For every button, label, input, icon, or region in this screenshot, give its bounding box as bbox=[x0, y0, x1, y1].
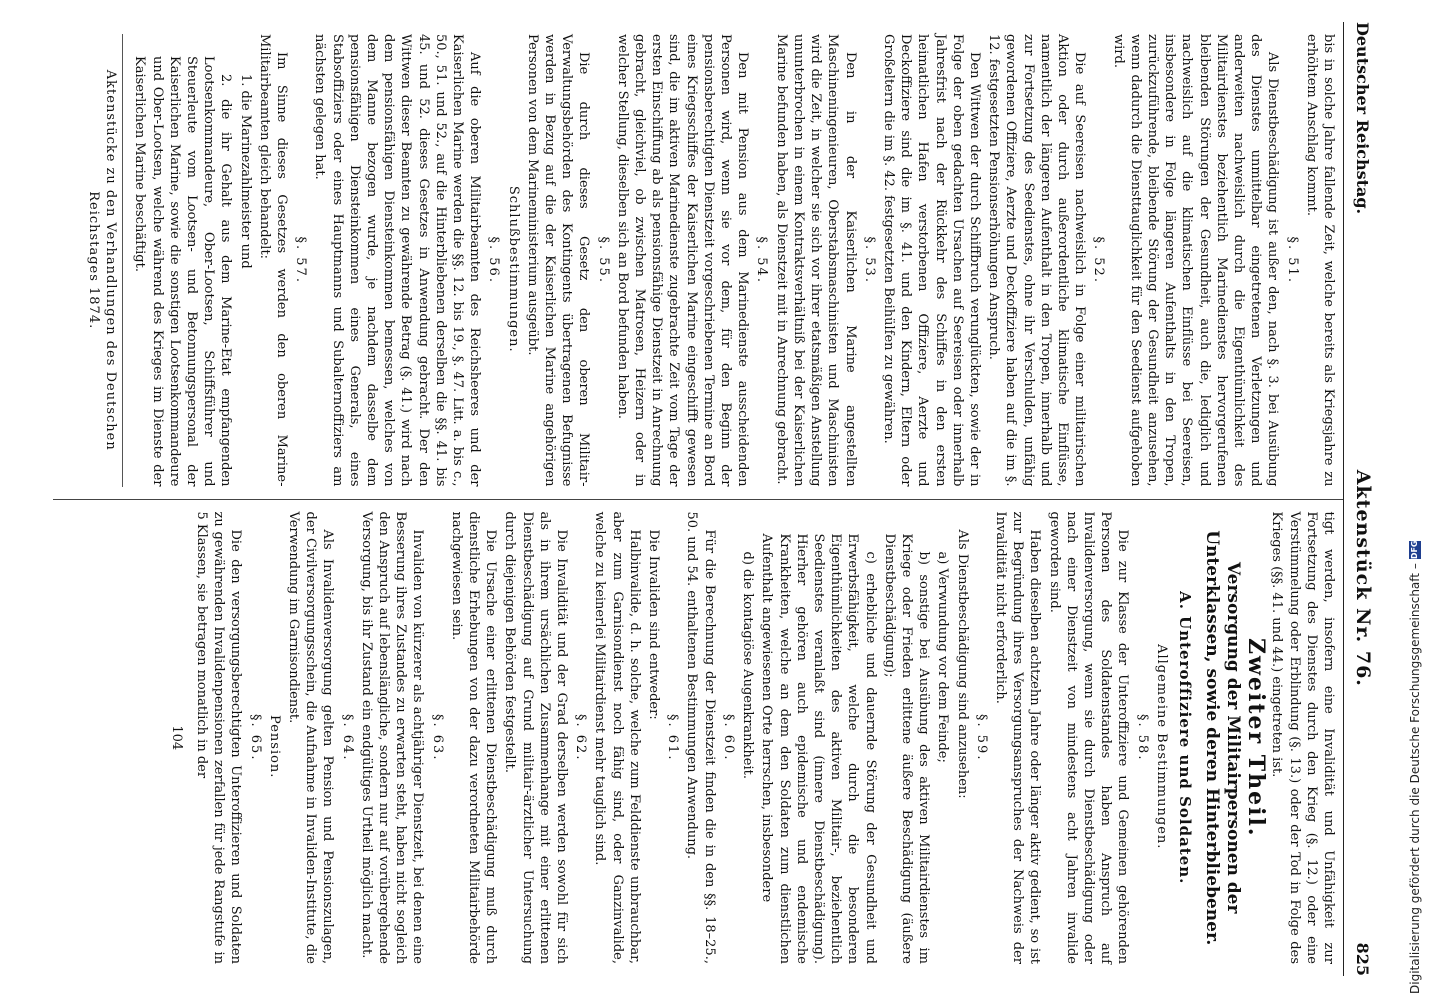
paragraph: Die zur Klasse der Unteroffiziere und Gemeinen gehörenden Personen des Soldatenstandes haben Anspruch auf Invalidenversorgung, wenn sie durch Dienstbeschädigung oder nach einer Dienstzeit von mindestens acht Jahren invalide geworden sind. bbox=[1046, 511, 1131, 964]
section-heading: §. 51. bbox=[1284, 236, 1300, 284]
section-heading: §. 62. bbox=[573, 714, 589, 762]
paragraph: Auf die oberen Militairbeamten des Reichsheeres und der Kaiserlichen Marine werden die §§. 12. bis 19., §. 47. Litt. a. bis c., 50., 51. und 52., auf die Hinterbliebenen derselben die §§. 41. bis 45. und 52. dieses Gesetzes in Anwendung gebracht. Der den Wittwen dieser Beamten zu gewährende Betrag (§. 41.) wird nach dem pensionsfähigen Diensteinkommen bemessen, welches von dem Manne bezogen wurde, je nachdem dasselbe dem pensionsfähigen Diensteinkommen eines Generals, eines Stabsoffiziers oder eines Hauptmanns und Subalternoffiziers am nächsten gelegen hat. bbox=[312, 34, 483, 487]
section-heading: §. 52. bbox=[1091, 236, 1107, 284]
right-column bbox=[53, 500, 1343, 977]
paragraph: Die durch dieses Gesetz den oberen Militair-Verwaltungsbehörden des Kontingents übertragenen Befugnisse werden in Bezug auf die der Kaiserlichen Marine angehörigen Personen von dem Marineministerium ausgeübt. bbox=[524, 34, 592, 487]
paragraph: Haben dieselben achtzehn Jahre oder länger aktiv gedient, so ist zur Begründung ihres Versorgungsanspruches der Nachweis der Invalidität nicht erforderlich. bbox=[992, 511, 1043, 964]
subheading: Allgemeine Bestimmungen. bbox=[1153, 644, 1169, 850]
left-column bbox=[53, 22, 1343, 500]
credit-text: Digitalisierung gefördert durch die Deutsche Forschungsgemeinschaft – bbox=[1408, 563, 1422, 994]
section-heading: §. 65. bbox=[247, 714, 263, 762]
paragraph: Die Ursache einer erlittenen Dienstbeschädigung muß durch dienstliche Erhebungen von der dazu verordneten Militairbehörde nachgewiesen sein. bbox=[448, 511, 499, 964]
list-item: 2. die ihr Gehalt aus dem Marine-Etat empfangenden Lootsenkommandeure, Ober-Lootsen, Schiffsführer und Steuerleute vom Lootsen- und Betonnungspersonal der Kaiserlichen Marine, sowie die sonstigen Lootsenkommandeure und Ober-Lootsen, welche während des Krieges im Dienste der Kaiserlichen Marine beschäftigt. bbox=[132, 56, 234, 487]
paragraph: Die auf Seereisen nachweislich in Folge einer militairischen Aktion oder durch außerordentliche klimatische Einflüsse, namentlich der längeren Aufenthalt in den Tropen, innerhalb und zur Fortsetzung des Seedienstes, ohne ihr Verschulden, unfähig gewordenen Offiziere, Aerzte und Deckoffiziere haben auf die im §. 12. festgesetzten Pensionserhöhungen Anspruch. bbox=[986, 34, 1088, 487]
list-item: d) die kontagiöse Augenkrankheit. bbox=[740, 551, 756, 780]
page-number: 825 bbox=[1353, 942, 1372, 976]
page-footer: Aktenstücke zu den Verhandlungen des Deutschen Reichstages 1874. bbox=[85, 34, 123, 487]
section-heading: §. 55. bbox=[595, 236, 611, 284]
paragraph: Als Invalidenversorgung gelten Pension und Pensionszulagen, der Civilversorgungsschein, die Aufnahme in Invaliden-Institute, die Verwendung im Garnisondienst. bbox=[286, 511, 336, 964]
paragraph: Den Wittwen der durch Schiffbruch verunglückten, sowie der in Folge der oben gedachten Ursachen auf Seereisen oder innerhalb Jahresfrist nach der Rückkehr des Schiffes in den ersten heimatlichen Hafen verstorbenen Offiziere, Aerzte und Deckoffiziere sind die im §. 41. und den Kindern, Eltern oder Großeltern die im §. 42. festgesetzten Beihülfen zu gewähren. bbox=[880, 34, 982, 487]
paragraph: tigt werden, insofern eine Invalidität und Unfähigkeit zur Fortsetzung des Dienstes durch den Krieg (§. 12.) oder eine Verstümmelung oder Erblindung (§. 13.) oder der Tod in Folge des Krieges (§§. 41. und 44.) eingetreten ist. bbox=[1269, 511, 1336, 964]
paragraph: Invaliden von kürzerer als achtjähriger Dienstzeit, bei denen eine Besserung ihres Zustandes zu erwarten steht, haben nicht sogleich den Anspruch auf lebenslängliche, sondern nur auf vorübergehende Versorgung, bis ihr Zustand ein endgültiges Urtheil möglich macht. bbox=[358, 511, 426, 964]
header-center: Aktenstück Nr. 76. bbox=[1352, 469, 1374, 687]
paragraph: Den mit Pension aus dem Marinedienste ausscheidenden Personen wird, wenn sie vor dem, für den Beginn der pensionsberechtigten Dienstzeit vorgeschriebenen Termine an Bord eines Kriegsschiffes der Kaiserlichen Marine eingeschifft gewesen sind, die im aktiven Marinedienste zugebrachte Zeit vom Tage der ersten Einschiffung ab als pensionsfähige Dienstzeit in Anrechnung gebracht, gleichviel, ob zwischen Matrosen, Heizern oder in welcher Stellung, dieselben sich an Bord befunden haben. bbox=[614, 34, 751, 487]
subheading: A. Unteroffiziere und Soldaten. bbox=[1175, 591, 1194, 885]
section-heading: §. 61. bbox=[665, 714, 681, 762]
part-title: Zweiter Theil. bbox=[1243, 638, 1270, 838]
list-item: b) sonstige bei Ausübung des aktiven Militairdienstes im Kriege oder Frieden erlittene äußere Beschädigung (äußere Dienstbeschädigung); bbox=[881, 533, 932, 964]
sheet-number: 104 bbox=[168, 725, 184, 751]
part-subtitle: Versorgung der Militairpersonen der Unterklassen, sowie deren Hinterbliebener. bbox=[1201, 530, 1243, 946]
paragraph: Den in der Kaiserlichen Marine angestellten Maschineningenieuren, Oberstabsmaschinisten und Maschinisten wird die Zeit, in welcher sie sich vor ihrer etatsmäßigen Anstellung ununterbrochen in einem Kontraktsverhältniß bei der Kaiserlichen Marine befunden haben, als Dienstzeit mit in Anrechnung gebracht. bbox=[773, 34, 858, 487]
list-item: a) Verwundung vor dem Feinde; bbox=[935, 551, 951, 763]
section-heading: §. 60. bbox=[720, 714, 736, 762]
section-heading: §. 58. bbox=[1134, 714, 1150, 762]
paragraph: Als Dienstbeschädigung ist außer den, nach §. 3. bei Ausübung des Dienstes unmittelbar eingetretenen Verletzungen und anderweiten nachweislich durch die Eigenthümlichkeit des Militairdienstes beziehentlich Marinedienstes hervorgerufenen bleibenden Störungen der Gesundheit, auch die, lediglich und nachweislich auf die klimatischen Einflüsse bei Seereisen, insbesondere in Folge längeren Aufenthalts in den Tropen, zurückzuführende, bleibende Störung der Gesundheit anzusehen, wenn dadurch die Diensttauglichkeit für den Seedienst aufgehoben wird. bbox=[1110, 34, 1281, 487]
paragraph: Für die Berechnung der Dienstzeit finden die in den §§. 18–25., 50. und 54. enthaltenen Bestimmungen Anwendung. bbox=[684, 511, 717, 964]
section-heading: §. 56. bbox=[486, 236, 502, 284]
subheading: Schlußbestimmungen. bbox=[505, 185, 521, 353]
paragraph: Die Invalidität und der Grad derselben werden sowohl für sich als in ihrem ursächlichen Zusammenhange mit einer erlittenen Dienstbeschädigung auf Grund militair-ärztlicher Untersuchung durch diejenigen Behörden festgestellt. bbox=[502, 511, 570, 964]
paragraph: Die den versorgungsberechtigten Unteroffizieren und Soldaten zu gewährenden Invalidenpensionen zerfallen für jede Rangstufe in 5 Klassen, sie betragen monatlich in der bbox=[194, 511, 244, 964]
paragraph: Die Invaliden sind entweder: bbox=[646, 529, 662, 720]
list-item: c) erhebliche und dauernde Störung der Gesundheit und Erwerbsfähigkeit, welche durch die besonderen Eigenthümlichkeiten des aktiven Militair-, beziehentlich Seedienstes veranlaßt sind (innere Dienstbeschädigung). Hierher gehören auch epidemische und endemische Krankheiten, welche an dem den Soldaten zum dienstlichen Aufenthalt angewiesenen Orte herrschen, insbesondere bbox=[759, 533, 878, 964]
section-heading: §. 54. bbox=[754, 236, 770, 284]
header-left: Deutscher Reichstag. bbox=[1353, 22, 1372, 215]
paragraph: Als Dienstbeschädigung sind anzusehen: bbox=[954, 529, 970, 799]
section-heading: §. 57. bbox=[293, 236, 309, 284]
dfg-logo-icon: DFG bbox=[1410, 540, 1419, 560]
list-item: 1. die Marinezahlmeister und bbox=[237, 74, 253, 269]
section-heading: §. 59. bbox=[973, 714, 989, 762]
paragraph: Halbinvalide, d. h. solche, welche zum Felddienste unbrauchbar, aber zum Garnisondienst noch fähig sind, oder Ganzinvalide, welche zu keinerlei Militairdienst mehr tauglich sind. bbox=[592, 511, 642, 964]
section-heading: §. 64. bbox=[339, 714, 355, 762]
page-header bbox=[1343, 22, 1374, 976]
subheading: Pension. bbox=[266, 715, 282, 779]
section-heading: §. 63. bbox=[429, 714, 445, 762]
section-heading: §. 53. bbox=[861, 236, 877, 284]
digitization-credit bbox=[1398, 10, 1432, 1000]
paragraph: bis in solche Jahre fallende Zeit, welche bereits als Kriegsjahre zu erhöhtem Anschlag kommt. bbox=[1303, 34, 1336, 487]
columns bbox=[53, 22, 1343, 976]
paragraph: Im Sinne dieses Gesetzes werden den oberen Marine-Militairbeamten gleich behandelt: bbox=[256, 34, 290, 487]
